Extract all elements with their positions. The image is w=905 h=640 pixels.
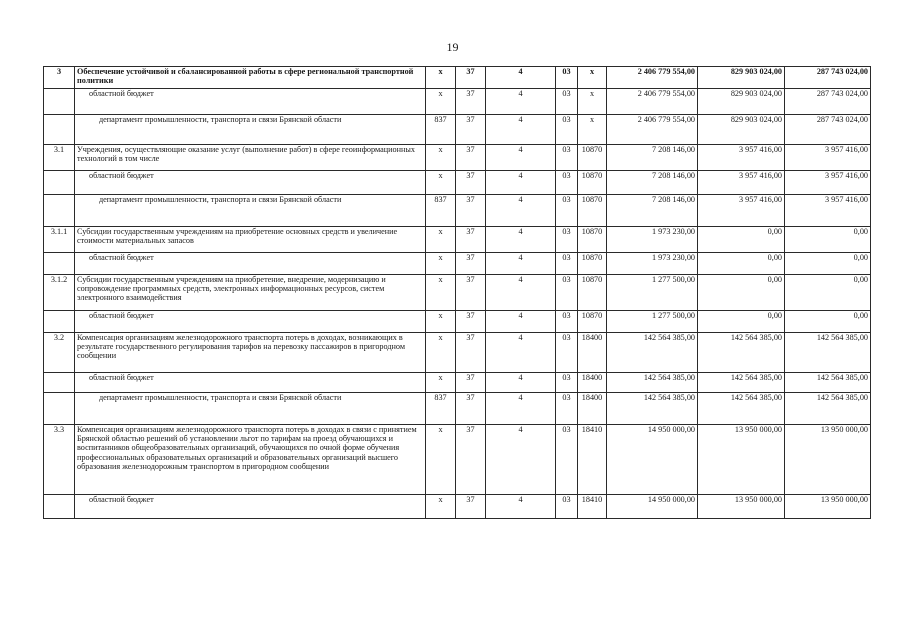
code-c: 4 bbox=[486, 67, 556, 89]
amount-3: 0,00 bbox=[785, 275, 871, 311]
row-number bbox=[44, 373, 75, 393]
table-row bbox=[44, 89, 871, 115]
code-a: x bbox=[426, 89, 456, 115]
row-name: Обеспечение устойчивой и сбалансированной работы в сфере региональной транспортной политики bbox=[75, 67, 426, 89]
amount-1: 142 564 385,00 bbox=[607, 393, 698, 425]
amount-2: 829 903 024,00 bbox=[698, 89, 785, 115]
code-e: 18410 bbox=[578, 495, 607, 519]
amount-3: 0,00 bbox=[785, 253, 871, 275]
code-d: 03 bbox=[556, 425, 578, 495]
code-c: 4 bbox=[486, 171, 556, 195]
code-e: 18400 bbox=[578, 393, 607, 425]
row-name: департамент промышленности, транспорта и связи Брянской области bbox=[75, 393, 426, 425]
row-name: Субсидии государственным учреждениям на приобретение, внедрение, модернизацию и сопровождение программных средств, электронных информационных ресурсов, систем электронного взаимодействия bbox=[75, 275, 426, 311]
code-e: 10870 bbox=[578, 171, 607, 195]
code-b: 37 bbox=[456, 275, 486, 311]
row-number bbox=[44, 311, 75, 333]
amount-2: 3 957 416,00 bbox=[698, 195, 785, 227]
code-c: 4 bbox=[486, 195, 556, 227]
code-c: 4 bbox=[486, 253, 556, 275]
row-name: областной бюджет bbox=[75, 311, 426, 333]
amount-3: 13 950 000,00 bbox=[785, 425, 871, 495]
code-c: 4 bbox=[486, 275, 556, 311]
code-d: 03 bbox=[556, 67, 578, 89]
code-b: 37 bbox=[456, 171, 486, 195]
table-row bbox=[44, 195, 871, 227]
code-a: x bbox=[426, 425, 456, 495]
code-e: x bbox=[578, 115, 607, 145]
amount-2: 3 957 416,00 bbox=[698, 145, 785, 171]
code-b: 37 bbox=[456, 311, 486, 333]
code-c: 4 bbox=[486, 311, 556, 333]
row-number: 3.1.1 bbox=[44, 227, 75, 253]
code-a: x bbox=[426, 227, 456, 253]
code-b: 37 bbox=[456, 495, 486, 519]
code-d: 03 bbox=[556, 373, 578, 393]
amount-1: 1 277 500,00 bbox=[607, 311, 698, 333]
code-d: 03 bbox=[556, 227, 578, 253]
row-number bbox=[44, 393, 75, 425]
code-a: 837 bbox=[426, 393, 456, 425]
amount-1: 14 950 000,00 bbox=[607, 425, 698, 495]
amount-2: 829 903 024,00 bbox=[698, 115, 785, 145]
table-row bbox=[44, 67, 871, 89]
amount-1: 2 406 779 554,00 bbox=[607, 89, 698, 115]
code-c: 4 bbox=[486, 425, 556, 495]
row-number: 3.2 bbox=[44, 333, 75, 373]
code-b: 37 bbox=[456, 373, 486, 393]
amount-3: 3 957 416,00 bbox=[785, 195, 871, 227]
row-name: департамент промышленности, транспорта и связи Брянской области bbox=[75, 115, 426, 145]
code-e: x bbox=[578, 67, 607, 89]
row-name: областной бюджет bbox=[75, 253, 426, 275]
code-c: 4 bbox=[486, 495, 556, 519]
table-row bbox=[44, 275, 871, 311]
amount-2: 0,00 bbox=[698, 253, 785, 275]
code-a: x bbox=[426, 333, 456, 373]
table-row bbox=[44, 333, 871, 373]
code-a: x bbox=[426, 311, 456, 333]
budget-table bbox=[43, 66, 871, 519]
amount-2: 829 903 024,00 bbox=[698, 67, 785, 89]
code-d: 03 bbox=[556, 171, 578, 195]
amount-2: 0,00 bbox=[698, 275, 785, 311]
code-c: 4 bbox=[486, 89, 556, 115]
amount-2: 142 564 385,00 bbox=[698, 393, 785, 425]
row-number: 3 bbox=[44, 67, 75, 89]
amount-1: 7 208 146,00 bbox=[607, 145, 698, 171]
code-d: 03 bbox=[556, 195, 578, 227]
row-number bbox=[44, 253, 75, 275]
code-a: x bbox=[426, 171, 456, 195]
amount-3: 142 564 385,00 bbox=[785, 393, 871, 425]
row-name: Компенсация организациям железнодорожного транспорта потерь в доходах, возникающих в результате государственного регулирования тарифов на перевозку пассажиров в пригородном сообщении bbox=[75, 333, 426, 373]
code-e: 10870 bbox=[578, 253, 607, 275]
code-a: x bbox=[426, 275, 456, 311]
code-e: 18410 bbox=[578, 425, 607, 495]
table-row bbox=[44, 393, 871, 425]
code-e: 10870 bbox=[578, 311, 607, 333]
code-c: 4 bbox=[486, 373, 556, 393]
code-b: 37 bbox=[456, 89, 486, 115]
table-row bbox=[44, 425, 871, 495]
code-d: 03 bbox=[556, 333, 578, 373]
amount-1: 1 973 230,00 bbox=[607, 227, 698, 253]
amount-1: 142 564 385,00 bbox=[607, 333, 698, 373]
amount-3: 287 743 024,00 bbox=[785, 115, 871, 145]
table-row bbox=[44, 227, 871, 253]
row-number: 3.1 bbox=[44, 145, 75, 171]
amount-3: 0,00 bbox=[785, 227, 871, 253]
code-a: x bbox=[426, 67, 456, 89]
row-number bbox=[44, 171, 75, 195]
code-c: 4 bbox=[486, 393, 556, 425]
code-c: 4 bbox=[486, 227, 556, 253]
amount-3: 3 957 416,00 bbox=[785, 171, 871, 195]
code-d: 03 bbox=[556, 311, 578, 333]
amount-1: 2 406 779 554,00 bbox=[607, 115, 698, 145]
code-d: 03 bbox=[556, 275, 578, 311]
code-c: 4 bbox=[486, 333, 556, 373]
row-number: 3.3 bbox=[44, 425, 75, 495]
table-row bbox=[44, 311, 871, 333]
row-number bbox=[44, 115, 75, 145]
code-b: 37 bbox=[456, 425, 486, 495]
row-number bbox=[44, 495, 75, 519]
row-number: 3.1.2 bbox=[44, 275, 75, 311]
amount-1: 14 950 000,00 bbox=[607, 495, 698, 519]
amount-3: 142 564 385,00 bbox=[785, 373, 871, 393]
code-e: 18400 bbox=[578, 333, 607, 373]
code-e: 10870 bbox=[578, 227, 607, 253]
row-name: областной бюджет bbox=[75, 89, 426, 115]
amount-3: 13 950 000,00 bbox=[785, 495, 871, 519]
code-a: x bbox=[426, 253, 456, 275]
code-e: x bbox=[578, 89, 607, 115]
page-number: 19 bbox=[446, 40, 459, 54]
code-a: x bbox=[426, 495, 456, 519]
amount-2: 3 957 416,00 bbox=[698, 171, 785, 195]
code-a: x bbox=[426, 373, 456, 393]
code-b: 37 bbox=[456, 227, 486, 253]
amount-2: 0,00 bbox=[698, 227, 785, 253]
table-row bbox=[44, 373, 871, 393]
code-e: 10870 bbox=[578, 145, 607, 171]
code-d: 03 bbox=[556, 145, 578, 171]
table-row bbox=[44, 171, 871, 195]
amount-3: 287 743 024,00 bbox=[785, 67, 871, 89]
amount-2: 142 564 385,00 bbox=[698, 333, 785, 373]
table-row bbox=[44, 115, 871, 145]
code-b: 37 bbox=[456, 393, 486, 425]
code-a: 837 bbox=[426, 115, 456, 145]
table-row bbox=[44, 253, 871, 275]
code-e: 10870 bbox=[578, 275, 607, 311]
code-e: 10870 bbox=[578, 195, 607, 227]
code-c: 4 bbox=[486, 145, 556, 171]
row-number bbox=[44, 195, 75, 227]
code-b: 37 bbox=[456, 115, 486, 145]
row-name: Учреждения, осуществляющие оказание услуг (выполнение работ) в сфере геоинформационных технологий в том числе bbox=[75, 145, 426, 171]
table-row bbox=[44, 145, 871, 171]
amount-3: 0,00 bbox=[785, 311, 871, 333]
code-b: 37 bbox=[456, 195, 486, 227]
amount-1: 1 277 500,00 bbox=[607, 275, 698, 311]
row-name: Компенсация организациям железнодорожного транспорта потерь в доходах в связи с принятием Брянской областью решений об установлении льгот по тарифам на проезд обучающихся и воспитанников общеобразовательных организаций, обучающихся по очной форме обучения профессиональных образовательных организаций и образовательных организаций высшего образования железнодорожным транспортом в пригородном сообщении bbox=[75, 425, 426, 495]
code-b: 37 bbox=[456, 253, 486, 275]
amount-1: 1 973 230,00 bbox=[607, 253, 698, 275]
amount-2: 142 564 385,00 bbox=[698, 373, 785, 393]
amount-3: 3 957 416,00 bbox=[785, 145, 871, 171]
row-name: Субсидии государственным учреждениям на приобретение основных средств и увеличение стоимости материальных запасов bbox=[75, 227, 426, 253]
row-name: областной бюджет bbox=[75, 373, 426, 393]
code-a: x bbox=[426, 145, 456, 171]
code-c: 4 bbox=[486, 115, 556, 145]
table-row bbox=[44, 495, 871, 519]
code-d: 03 bbox=[556, 495, 578, 519]
amount-2: 13 950 000,00 bbox=[698, 495, 785, 519]
code-d: 03 bbox=[556, 89, 578, 115]
amount-3: 142 564 385,00 bbox=[785, 333, 871, 373]
code-b: 37 bbox=[456, 333, 486, 373]
row-name: департамент промышленности, транспорта и связи Брянской области bbox=[75, 195, 426, 227]
amount-2: 0,00 bbox=[698, 311, 785, 333]
code-d: 03 bbox=[556, 253, 578, 275]
row-name: областной бюджет bbox=[75, 495, 426, 519]
code-b: 37 bbox=[456, 67, 486, 89]
amount-1: 2 406 779 554,00 bbox=[607, 67, 698, 89]
row-name: областной бюджет bbox=[75, 171, 426, 195]
amount-1: 142 564 385,00 bbox=[607, 373, 698, 393]
amount-1: 7 208 146,00 bbox=[607, 195, 698, 227]
code-e: 18400 bbox=[578, 373, 607, 393]
row-number bbox=[44, 89, 75, 115]
code-d: 03 bbox=[556, 393, 578, 425]
code-a: 837 bbox=[426, 195, 456, 227]
code-b: 37 bbox=[456, 145, 486, 171]
amount-3: 287 743 024,00 bbox=[785, 89, 871, 115]
amount-2: 13 950 000,00 bbox=[698, 425, 785, 495]
amount-1: 7 208 146,00 bbox=[607, 171, 698, 195]
code-d: 03 bbox=[556, 115, 578, 145]
